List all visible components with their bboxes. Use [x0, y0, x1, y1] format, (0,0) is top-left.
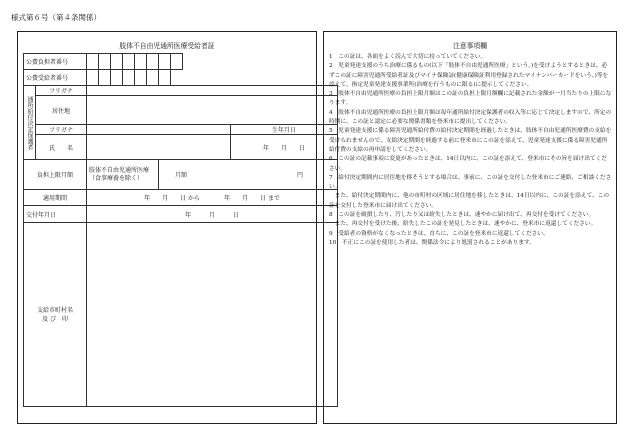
- name-field[interactable]: [87, 135, 231, 160]
- limit-desc-line1: 肢体不自由児通所医療: [89, 166, 150, 174]
- limit-desc-line2: （食事療養を除く）: [89, 174, 144, 182]
- recipient-digit-box[interactable]: [99, 70, 111, 86]
- recipient-number-label: 公費受給者番号: [24, 70, 87, 86]
- address-furigana-label: フリガナ: [36, 86, 87, 96]
- limit-description: [87, 160, 159, 190]
- issue-date-label: 交付年月日: [24, 206, 87, 223]
- payer-digit-box[interactable]: [135, 54, 147, 70]
- payer-digit-box[interactable]: [147, 54, 159, 70]
- recipient-digit-box[interactable]: [87, 70, 99, 86]
- note-item: 1 この証は、各面をよく読んで大切に持っていてください。: [329, 54, 487, 60]
- note-item: 5 児童発達支援に係る障害児通所給付費の給付決定期間を経過したときは、肢体不自由児通所医療費の支給を受けられませんので、支給決定期間を経過する前に登米市にこの証を添えて、児童発達支援に係る障害児通所給付費の支給の再申請をしてください。: [329, 128, 612, 153]
- address-label: 居住地: [36, 96, 87, 125]
- municipality-line2: 及 び 印: [42, 315, 68, 323]
- notes-panel: [323, 31, 617, 424]
- payer-digit-box[interactable]: [99, 54, 111, 70]
- certificate-table: [23, 53, 338, 407]
- guardian-section-label: 通所給付決定保護者: [24, 86, 36, 160]
- note-item: 6 この証の記載事項に変更があったときは、14日以内に、この証を添えて、登米市にその旨を届け出てください。: [329, 156, 607, 172]
- note-item: 3 肢体不自由児通所医療の負担上限月額はこの証の負担上限月額欄に記載された金額が一月当たりの上限になります。: [329, 91, 612, 107]
- payer-digit-box[interactable]: [123, 54, 135, 70]
- yen-label: 円: [297, 172, 304, 179]
- note-item: また、再交付を受けた後、紛失したこの証を発見したときは、速やかに、登米市に返還してください。: [329, 221, 597, 228]
- certificate-panel: [17, 31, 317, 424]
- birthdate-field[interactable]: 年 月 日: [231, 135, 338, 160]
- address-furigana-field[interactable]: [87, 86, 338, 96]
- period-label: 適用期間: [24, 190, 87, 206]
- payer-digit-box[interactable]: [87, 54, 99, 70]
- recipient-digit-box[interactable]: [147, 70, 159, 86]
- name-furigana-field[interactable]: [87, 125, 231, 135]
- birthdate-label: 生年月日: [231, 125, 338, 135]
- payer-digit-box[interactable]: [111, 54, 123, 70]
- notes-list: [329, 53, 612, 248]
- certificate-title: 肢体不自由児通所医療受給者証: [119, 42, 215, 50]
- monthly-label: 月額: [175, 172, 188, 179]
- note-item: 8 この証を破損したり、汚したり又は紛失したときは、速やかに届け出て、再交付を受けてください。: [329, 212, 595, 219]
- limit-label: 負担上限月額: [24, 160, 87, 190]
- address-field[interactable]: [87, 96, 338, 125]
- note-item: 4 肢体不自由児通所医療の負担上限月額は毎年通所給付決定保護者の収入等に応じて決定しますので、所定の時期に、この証と認定に必要な関係書類を登米市に提出してください。: [329, 109, 612, 126]
- note-item: 10 不正にこの証を使用した者は、関係法令により処罰されることがあります。: [329, 239, 535, 246]
- payer-digit-box[interactable]: [159, 54, 171, 70]
- recipient-digit-box[interactable]: [135, 70, 147, 86]
- municipality-seal-field[interactable]: [87, 223, 338, 407]
- recipient-digit-box[interactable]: [123, 70, 135, 86]
- period-field[interactable]: 年 月 日 から 年 月 日 まで: [87, 190, 338, 206]
- payer-digit-box[interactable]: [171, 54, 183, 70]
- notes-title: 注意事項欄: [453, 42, 487, 50]
- note-item: 9 受給者の資格がなくなったときは、直ちに、この証を登米市に返還してください。: [329, 230, 549, 237]
- recipient-digit-box[interactable]: [111, 70, 123, 86]
- municipality-line1: 支給市町村名: [37, 306, 74, 314]
- limit-amount-field[interactable]: [159, 160, 338, 190]
- municipality-label: [24, 223, 87, 407]
- recipient-digit-box[interactable]: [159, 70, 171, 86]
- name-furigana-label: フリガナ: [36, 125, 87, 135]
- form-number: 様式第６号（第４条関係）: [11, 13, 101, 22]
- note-item: また、給付決定期間内に、他の市町村の区域に居住地を移したときは、14日以内に、この証を添えて、この証を交付した登米市に届け出てください。: [329, 193, 610, 209]
- note-item: 7 給付決定期間内に居住地を移そうとする場合は、事前に、この証を交付した登米市にご連絡、ご相談ください。: [329, 174, 612, 191]
- payer-number-label: 公費負担者番号: [24, 54, 87, 70]
- issue-date-field[interactable]: 年 月 日: [87, 206, 338, 223]
- note-item: 2 児童発達支援のうち治療に係るもの(以下「肢体不自由児通所医療」という。)を受けようとするときは、必ずこの証に障害児通所受給者証及びマイナ保険証(健康保険証利用登録されたマイナンバーカードをいう。)等を添えて、指定児童発達支援事業所(治療を行うものに限る)に提示してください。: [329, 63, 609, 88]
- name-label: 氏 名: [36, 135, 87, 160]
